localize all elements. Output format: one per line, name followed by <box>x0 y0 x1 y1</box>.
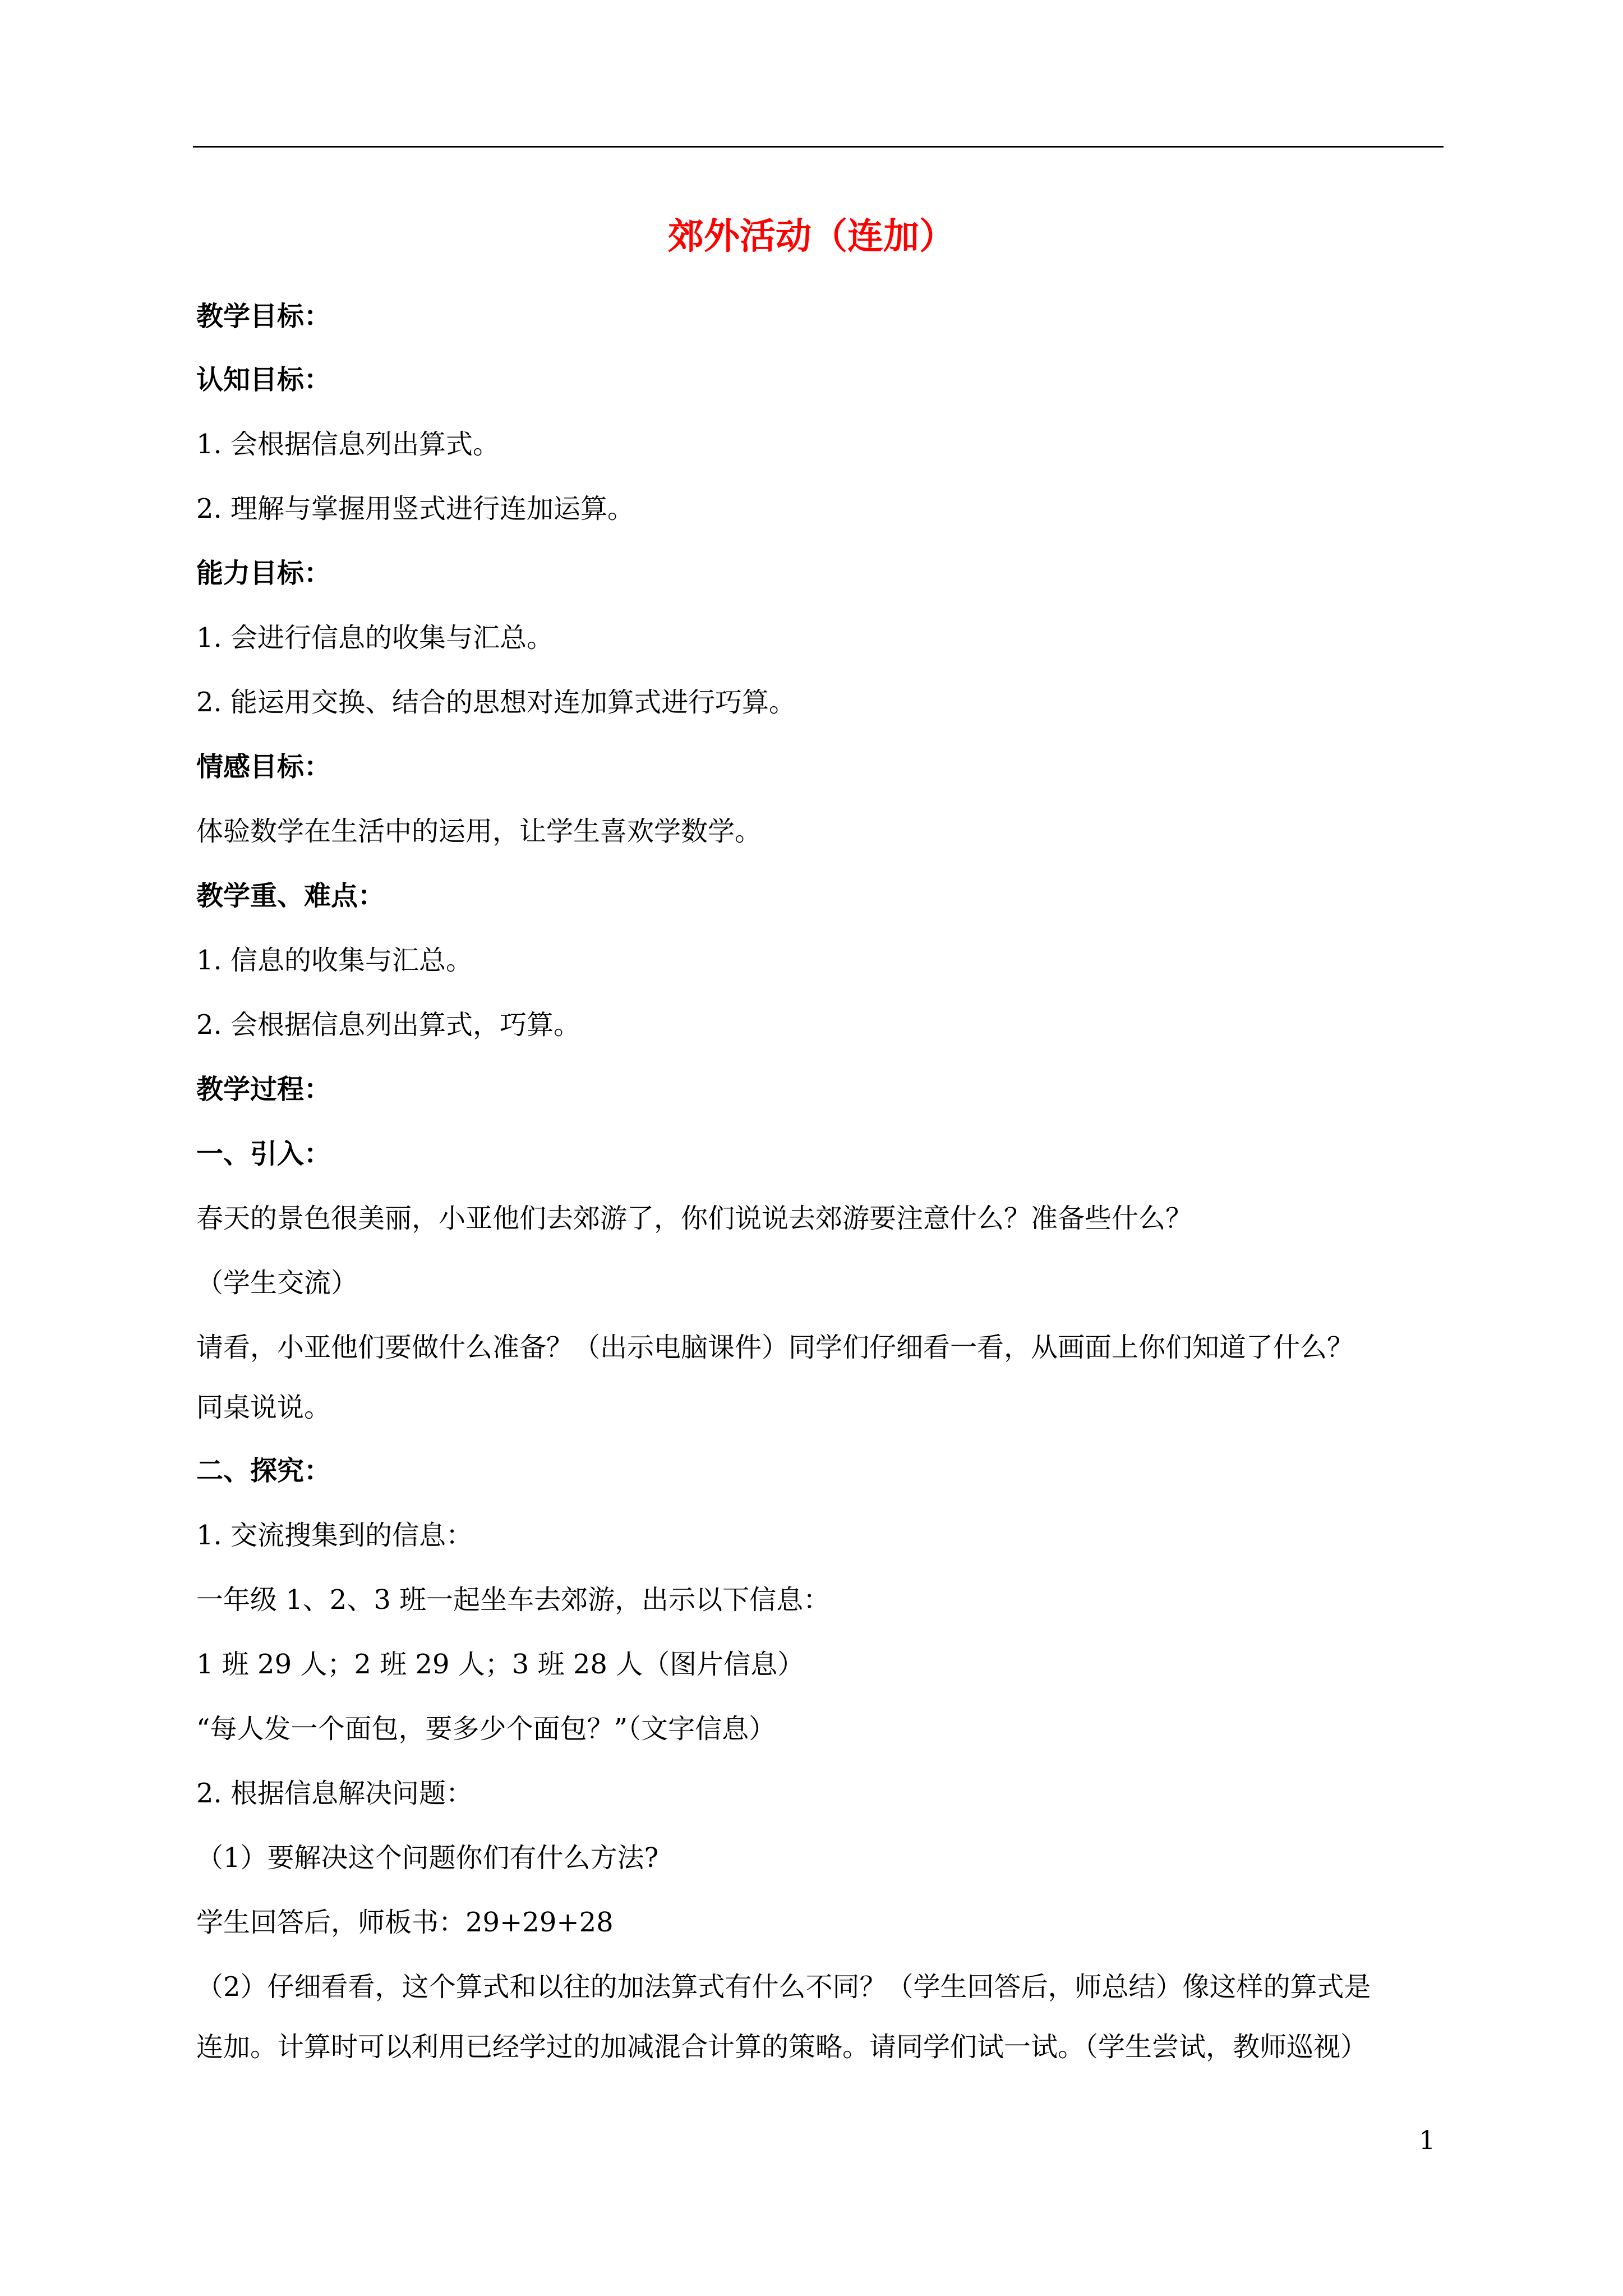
body-text-line: 1 班 29 人；2 班 29 人；3 班 28 人（图片信息） <box>196 1649 805 1680</box>
body-text-line: 体验数学在生活中的运用，让学生喜欢学数学。 <box>196 816 762 847</box>
section-heading: 情感目标： <box>196 751 331 783</box>
header-rule <box>193 146 1444 148</box>
body-text-line: 1. 会根据信息列出算式。 <box>196 429 500 460</box>
body-text-line: （2）仔细看看，这个算式和以往的加法算式有什么不同？（学生回答后，师总结）像这样的算式是 <box>196 1971 1371 2003</box>
body-text-line: （学生交流） <box>196 1267 358 1299</box>
section-heading: 教学重、难点： <box>196 880 385 912</box>
body-text-line: 连加。计算时可以利用已经学过的加减混合计算的策略。请同学们试一试。（学生尝试，教师巡视） <box>196 2031 1368 2063</box>
page-number: 1 <box>1419 2125 1436 2155</box>
body-text-line: 2. 会根据信息列出算式，巧算。 <box>196 1009 581 1041</box>
section-heading: 教学目标： <box>196 301 331 332</box>
body-text-line: 1. 交流搜集到的信息： <box>196 1520 473 1551</box>
body-text-line: 同桌说说。 <box>196 1392 331 1423</box>
section-heading: 认知目标： <box>196 364 331 395</box>
section-heading: 一、引入： <box>196 1138 331 1170</box>
body-text-line: 2. 根据信息解决问题： <box>196 1778 473 1809</box>
body-text-line: “每人发一个面包，要多少个面包？”（文字信息） <box>196 1713 776 1745</box>
section-heading: 能力目标： <box>196 558 331 589</box>
body-text-line: 1. 会进行信息的收集与汇总。 <box>196 622 554 654</box>
body-text-line: 1. 信息的收集与汇总。 <box>196 945 473 976</box>
section-heading: 二、探究： <box>196 1455 331 1487</box>
body-text-line: 一年级 1、2、3 班一起坐车去郊游，出示以下信息： <box>196 1584 831 1616</box>
body-text-line: 春天的景色很美丽，小亚他们去郊游了，你们说说去郊游要注意什么？准备些什么？ <box>196 1203 1193 1234</box>
body-text-line: 请看，小亚他们要做什么准备？（出示电脑课件）同学们仔细看一看，从画面上你们知道了什么？ <box>196 1332 1354 1363</box>
page-title: 郊外活动（连加） <box>668 215 955 257</box>
body-text-line: 2. 能运用交换、结合的思想对连加算式进行巧算。 <box>196 687 796 718</box>
body-text-line: （1）要解决这个问题你们有什么方法? <box>196 1842 659 1874</box>
body-text-line: 2. 理解与掌握用竖式进行连加运算。 <box>196 493 635 524</box>
section-heading: 教学过程： <box>196 1074 331 1105</box>
body-text-line: 学生回答后，师板书：29+29+28 <box>196 1907 614 1938</box>
